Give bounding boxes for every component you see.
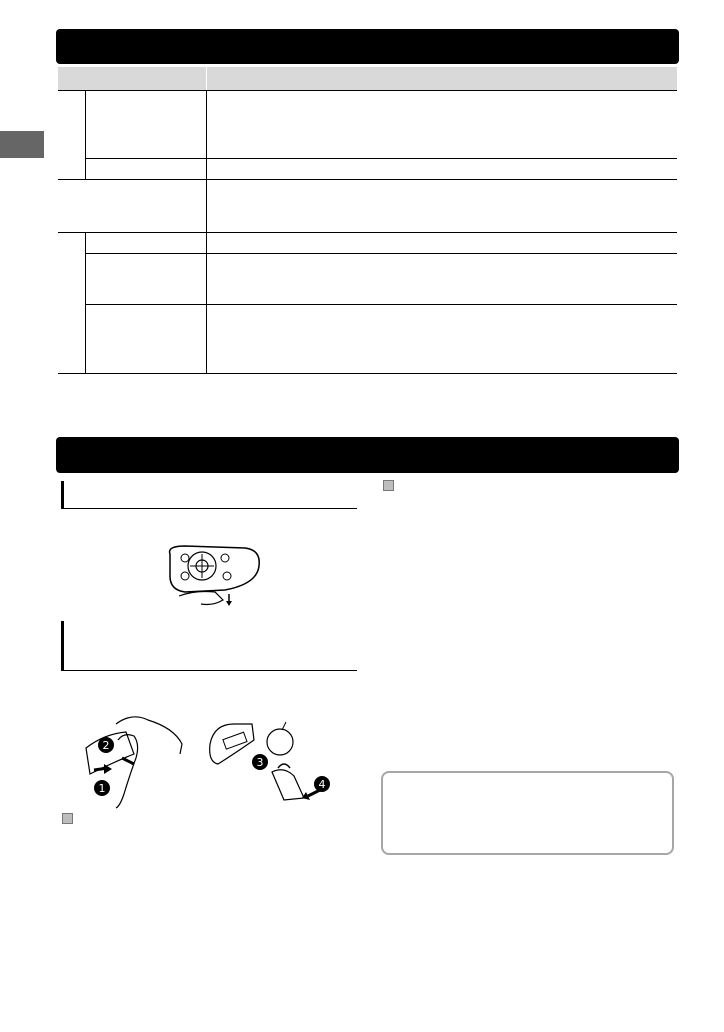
step-number: 1 xyxy=(98,782,106,795)
table-row xyxy=(58,179,677,180)
step-number: 4 xyxy=(318,778,326,791)
subheading-remove-insulation xyxy=(61,481,357,509)
table-row xyxy=(58,232,677,233)
table-row xyxy=(58,373,677,374)
subheading-rule xyxy=(61,508,357,509)
note-box xyxy=(381,771,674,855)
remote-control-icon xyxy=(165,544,265,610)
group-divider xyxy=(85,91,86,179)
subheading-marker xyxy=(61,481,64,509)
header-divider xyxy=(206,67,207,90)
subheading-marker xyxy=(61,621,64,671)
language-tab xyxy=(0,131,44,158)
subheading-replace-battery xyxy=(61,621,357,671)
square-bullet-icon xyxy=(383,480,394,491)
square-bullet-icon xyxy=(62,813,73,824)
table-row xyxy=(85,253,677,254)
section-title-bar-remote xyxy=(56,437,679,473)
settings-table xyxy=(58,67,677,374)
battery-replacement-icon xyxy=(84,714,344,810)
step-number: 3 xyxy=(256,756,264,769)
table-header-row xyxy=(58,67,677,91)
subheading-rule xyxy=(61,670,357,671)
section-title-bar-settings xyxy=(56,29,679,64)
step-number: 2 xyxy=(102,739,110,752)
table-row xyxy=(85,158,677,159)
table-row xyxy=(85,304,677,305)
